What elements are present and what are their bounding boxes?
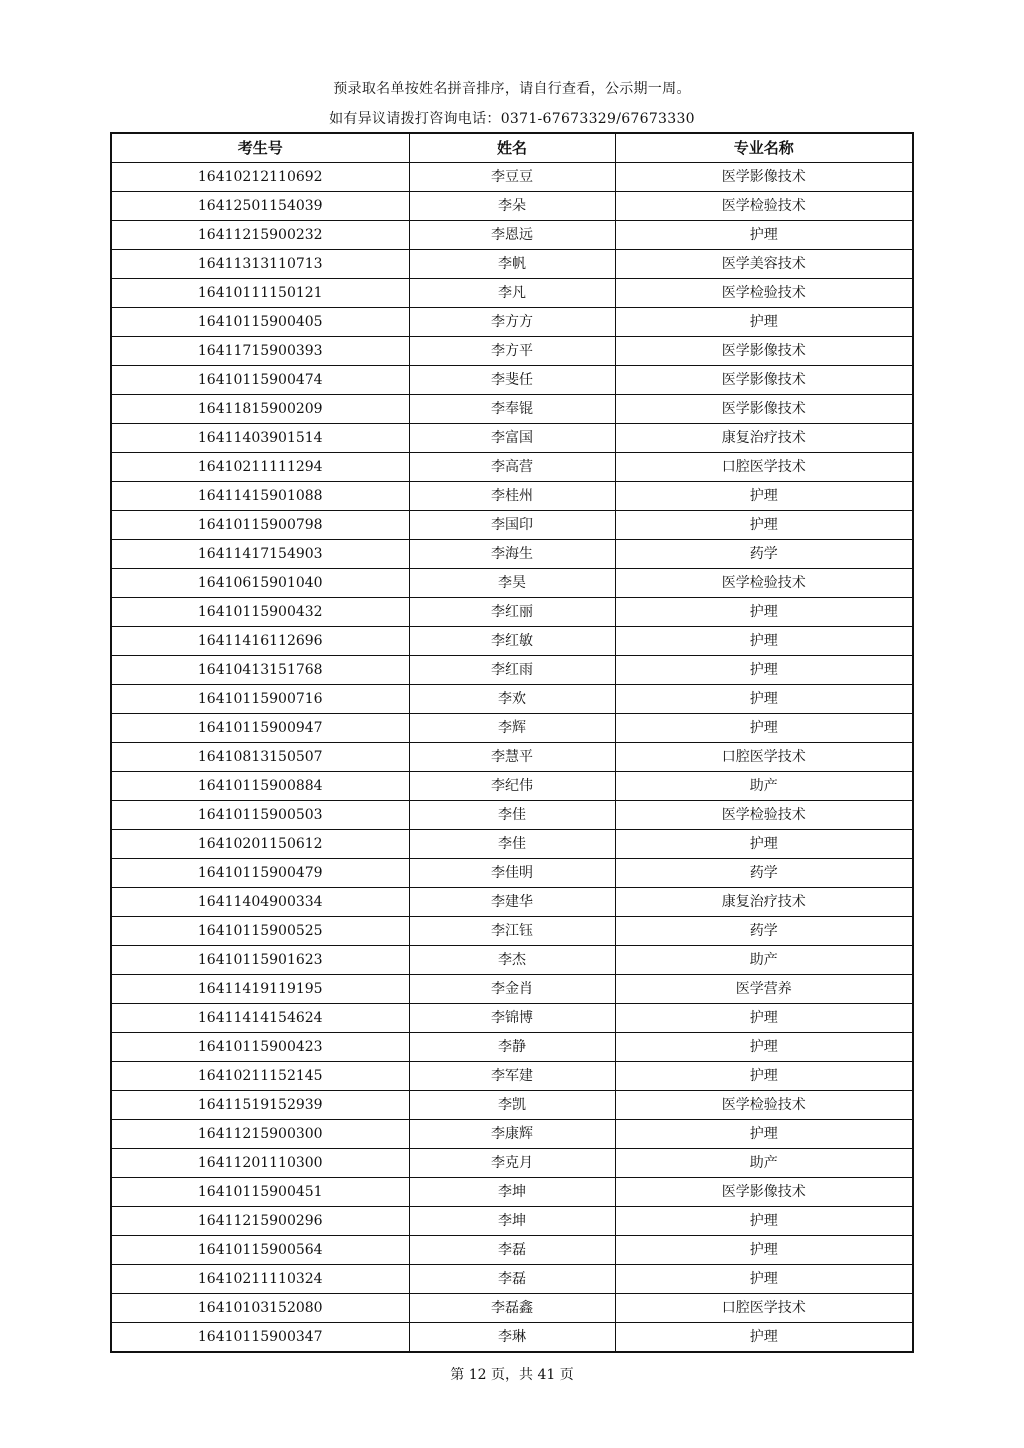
cell-exam-number: 16411414154624 [111,1004,409,1033]
column-header-major: 专业名称 [615,133,913,163]
table-row [111,569,913,598]
cell-major: 护理 [615,1207,913,1236]
cell-name: 李凯 [409,1091,615,1120]
cell-exam-number: 16411215900296 [111,1207,409,1236]
cell-major: 护理 [615,1033,913,1062]
table-header-row [111,133,913,163]
cell-exam-number: 16411419119195 [111,975,409,1004]
cell-name: 李国印 [409,511,615,540]
cell-exam-number: 16411415901088 [111,482,409,511]
cell-major: 口腔医学技术 [615,1294,913,1323]
cell-exam-number: 16410111150121 [111,279,409,308]
table-row [111,1033,913,1062]
cell-exam-number: 16411201110300 [111,1149,409,1178]
cell-name: 李江钰 [409,917,615,946]
cell-exam-number: 16411519152939 [111,1091,409,1120]
cell-major: 医学检验技术 [615,192,913,221]
cell-name: 李军建 [409,1062,615,1091]
table-row [111,1178,913,1207]
table-row [111,424,913,453]
cell-major: 护理 [615,1236,913,1265]
table-row [111,1004,913,1033]
table-row [111,540,913,569]
cell-exam-number: 16410211111294 [111,453,409,482]
cell-name: 李恩远 [409,221,615,250]
table-row [111,656,913,685]
cell-exam-number: 16411417154903 [111,540,409,569]
cell-exam-number: 16410212110692 [111,163,409,192]
notice-line-contact: 如有异议请拨打咨询电话：0371-67673329/67673330 [329,111,695,127]
cell-major: 医学影像技术 [615,395,913,424]
cell-name: 李奉锟 [409,395,615,424]
cell-name: 李磊 [409,1265,615,1294]
cell-major: 护理 [615,598,913,627]
cell-name: 李佳 [409,830,615,859]
cell-name: 李海生 [409,540,615,569]
cell-exam-number: 16410413151768 [111,656,409,685]
table-row [111,308,913,337]
cell-major: 药学 [615,859,913,888]
cell-exam-number: 16410103152080 [111,1294,409,1323]
table-row [111,801,913,830]
cell-major: 康复治疗技术 [615,888,913,917]
table-body [111,163,913,1353]
cell-exam-number: 16410115900503 [111,801,409,830]
cell-major: 医学美容技术 [615,250,913,279]
cell-name: 李斐任 [409,366,615,395]
cell-name: 李琳 [409,1323,615,1353]
table-row [111,1323,913,1353]
table-row [111,1091,913,1120]
cell-name: 李坤 [409,1178,615,1207]
cell-major: 护理 [615,685,913,714]
cell-name: 李锦博 [409,1004,615,1033]
cell-major: 医学检验技术 [615,801,913,830]
table-row [111,946,913,975]
cell-major: 助产 [615,1149,913,1178]
table-row [111,279,913,308]
table-row [111,627,913,656]
table-row [111,830,913,859]
cell-name: 李方平 [409,337,615,366]
cell-major: 护理 [615,830,913,859]
cell-exam-number: 16411403901514 [111,424,409,453]
table-row [111,453,913,482]
cell-major: 医学营养 [615,975,913,1004]
cell-major: 口腔医学技术 [615,743,913,772]
cell-major: 药学 [615,540,913,569]
table-row [111,859,913,888]
cell-name: 李桂州 [409,482,615,511]
cell-name: 李辉 [409,714,615,743]
cell-major: 护理 [615,482,913,511]
cell-major: 医学影像技术 [615,163,913,192]
cell-major: 护理 [615,627,913,656]
cell-major: 护理 [615,1323,913,1353]
cell-exam-number: 16410115900479 [111,859,409,888]
cell-exam-number: 16411715900393 [111,337,409,366]
cell-name: 李高营 [409,453,615,482]
cell-name: 李凡 [409,279,615,308]
cell-exam-number: 16410115900798 [111,511,409,540]
cell-name: 李慧平 [409,743,615,772]
cell-major: 护理 [615,511,913,540]
cell-exam-number: 16410115900525 [111,917,409,946]
table-row [111,482,913,511]
cell-exam-number: 16410115901623 [111,946,409,975]
cell-exam-number: 16410115900884 [111,772,409,801]
cell-name: 李磊鑫 [409,1294,615,1323]
cell-name: 李纪伟 [409,772,615,801]
table-row [111,598,913,627]
table-row [111,917,913,946]
cell-exam-number: 16410115900423 [111,1033,409,1062]
column-header-exam-number: 考生号 [111,133,409,163]
cell-name: 李昊 [409,569,615,598]
table-row [111,366,913,395]
table-row [111,163,913,192]
cell-exam-number: 16410115900716 [111,685,409,714]
cell-name: 李佳明 [409,859,615,888]
table-row [111,337,913,366]
table-row [111,250,913,279]
cell-major: 康复治疗技术 [615,424,913,453]
cell-name: 李帆 [409,250,615,279]
table-row [111,1149,913,1178]
cell-exam-number: 16410813150507 [111,743,409,772]
table-row [111,1062,913,1091]
cell-name: 李红雨 [409,656,615,685]
table-row [111,1236,913,1265]
cell-name: 李朵 [409,192,615,221]
cell-exam-number: 16410201150612 [111,830,409,859]
admission-list-table [110,132,914,1353]
cell-name: 李佳 [409,801,615,830]
cell-major: 医学检验技术 [615,1091,913,1120]
cell-name: 李克月 [409,1149,615,1178]
cell-major: 医学影像技术 [615,366,913,395]
cell-exam-number: 16411215900232 [111,221,409,250]
cell-exam-number: 16410115900947 [111,714,409,743]
cell-major: 护理 [615,1004,913,1033]
cell-major: 医学影像技术 [615,337,913,366]
table-row [111,1120,913,1149]
table-row [111,772,913,801]
cell-name: 李磊 [409,1236,615,1265]
cell-exam-number: 16412501154039 [111,192,409,221]
cell-name: 李豆豆 [409,163,615,192]
cell-major: 护理 [615,308,913,337]
table-row [111,1207,913,1236]
cell-exam-number: 16411313110713 [111,250,409,279]
cell-major: 助产 [615,772,913,801]
table-row [111,395,913,424]
table-row [111,743,913,772]
cell-major: 药学 [615,917,913,946]
table-row [111,221,913,250]
cell-name: 李欢 [409,685,615,714]
table-row [111,685,913,714]
table-row [111,975,913,1004]
cell-exam-number: 16410615901040 [111,569,409,598]
cell-major: 护理 [615,1120,913,1149]
notice-line-ordering: 预录取名单按姓名拼音排序，请自行查看，公示期一周。 [333,81,691,97]
table-row [111,1294,913,1323]
cell-name: 李静 [409,1033,615,1062]
cell-major: 医学检验技术 [615,569,913,598]
cell-exam-number: 16410115900451 [111,1178,409,1207]
cell-exam-number: 16411815900209 [111,395,409,424]
cell-exam-number: 16410115900564 [111,1236,409,1265]
column-header-name: 姓名 [409,133,615,163]
cell-name: 李方方 [409,308,615,337]
cell-exam-number: 16410211152145 [111,1062,409,1091]
cell-exam-number: 16411416112696 [111,627,409,656]
cell-major: 医学检验技术 [615,279,913,308]
cell-major: 护理 [615,1062,913,1091]
cell-exam-number: 16410115900405 [111,308,409,337]
cell-name: 李建华 [409,888,615,917]
table-row [111,1265,913,1294]
cell-name: 李富国 [409,424,615,453]
cell-major: 护理 [615,1265,913,1294]
page-number: 第 12 页，共 41 页 [450,1367,574,1383]
table-row [111,888,913,917]
cell-name: 李杰 [409,946,615,975]
cell-major: 护理 [615,656,913,685]
cell-name: 李金肖 [409,975,615,1004]
cell-exam-number: 16410115900474 [111,366,409,395]
cell-major: 助产 [615,946,913,975]
cell-exam-number: 16410115900347 [111,1323,409,1353]
cell-exam-number: 16411215900300 [111,1120,409,1149]
table-row [111,714,913,743]
cell-major: 医学影像技术 [615,1178,913,1207]
table-row [111,192,913,221]
cell-name: 李红丽 [409,598,615,627]
table-row [111,511,913,540]
cell-major: 护理 [615,221,913,250]
cell-name: 李坤 [409,1207,615,1236]
cell-exam-number: 16410211110324 [111,1265,409,1294]
cell-major: 护理 [615,714,913,743]
cell-exam-number: 16411404900334 [111,888,409,917]
cell-name: 李康辉 [409,1120,615,1149]
cell-major: 口腔医学技术 [615,453,913,482]
cell-name: 李红敏 [409,627,615,656]
cell-exam-number: 16410115900432 [111,598,409,627]
